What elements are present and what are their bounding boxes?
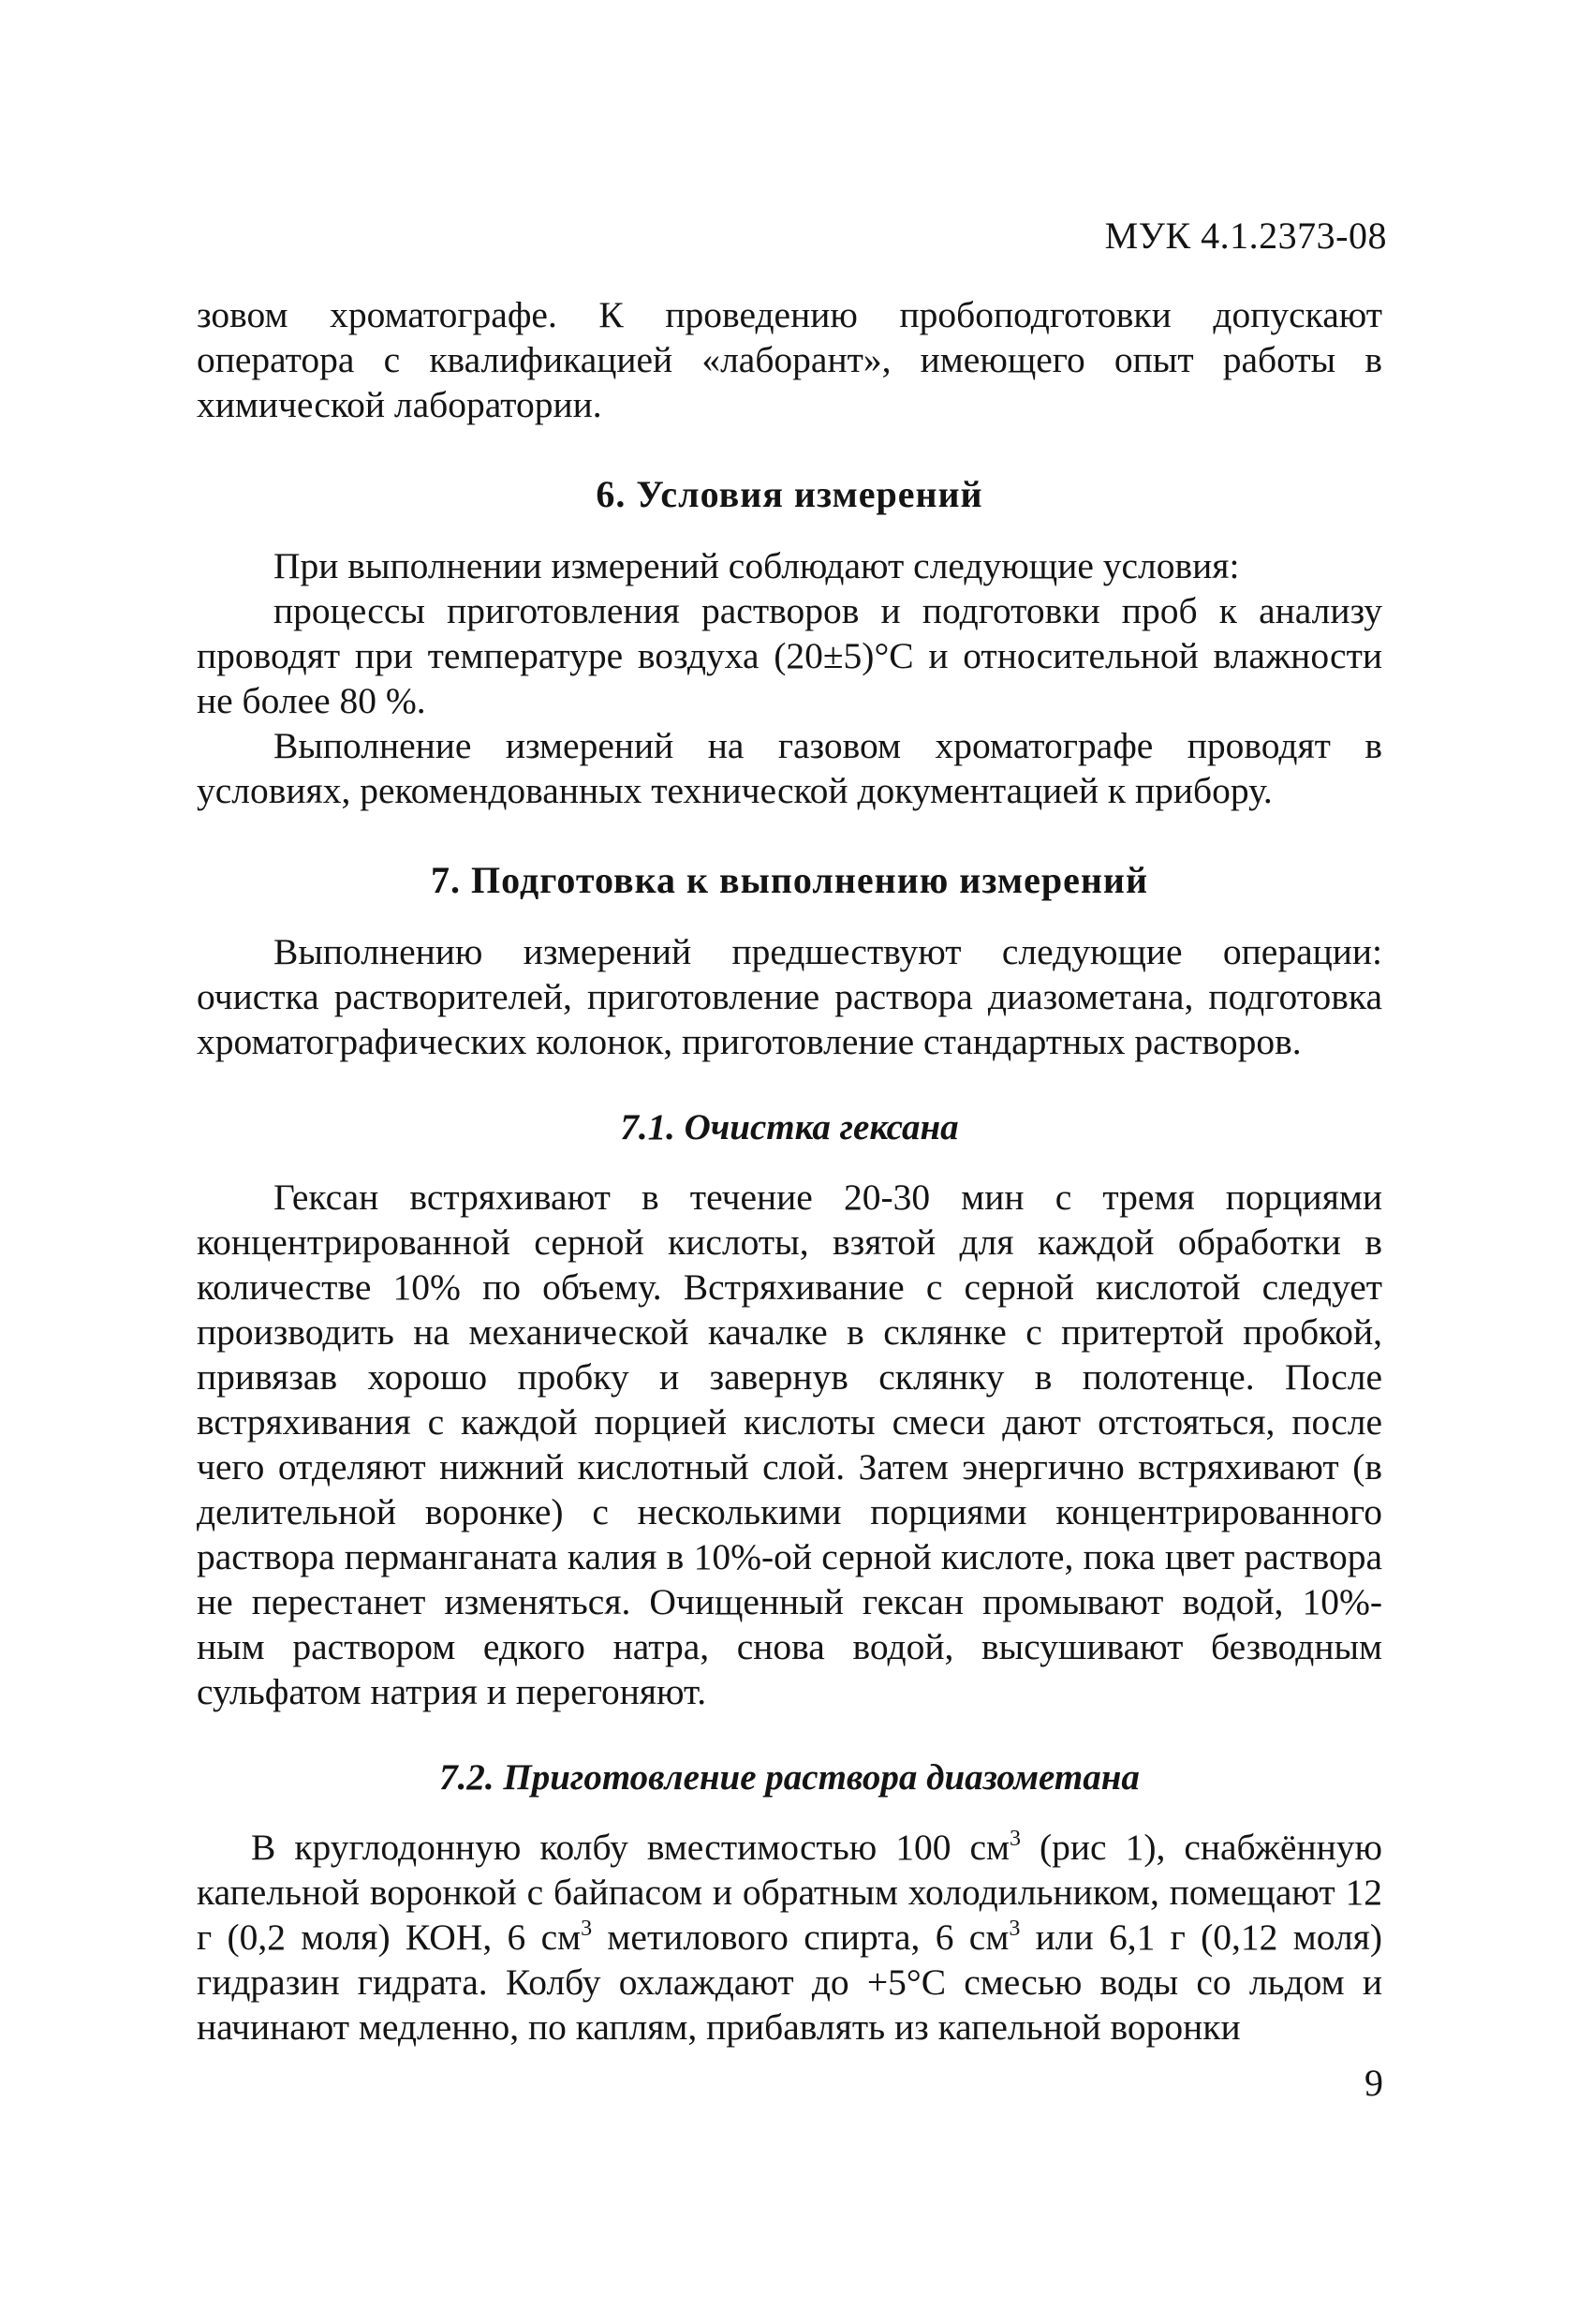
paragraph-text-part: или 6,1 г (0,12 моля) гидразин гидрата. Колбу охлаждают до +5°С смесью воды со льдом и начинают медленно, по каплям, прибавлять из капельной воронки	[197, 1917, 1382, 2048]
document-code: МУК 4.1.2373-08	[1104, 215, 1387, 257]
section-7-1-paragraph-1: Гексан встряхивают в течение 20-30 мин с тремя порциями концентрированной серной кислоты, взятой для каждой обработки в количестве 10% по объему. Встряхивание с серной кислотой следует производить на механической качалке в склянке с притертой пробкой, привязав хорошо пробку и завернув склянку в полотенце. После встряхивания с каждой порцией кислоты смеси дают отстояться, после чего отделяют нижний кислотный слой. Затем энергично встряхивают (в делительной воронке) с несколькими порциями концентрированного раствора перманганата калия в 10%-ой серной кислоте, пока цвет раствора не перестанет изменяться. Очищенный гексан промывают водой, 10%-ным раствором едкого натра, снова водой, высушивают безводным сульфатом натрия и перегоняют.	[197, 1177, 1382, 1712]
paragraph-text-part: (рис 1), снабжённую капельной воронкой с байпасом и обратным холодильником, помещают 12 г (0,2 моля) КОН, 6 см	[197, 1827, 1382, 1958]
superscript: 3	[1009, 1917, 1021, 1941]
page-number: 9	[1364, 2062, 1383, 2104]
section-7-2-heading: 7.2. Приготовление раствора диазометана	[439, 1757, 1140, 1798]
section-6-heading: 6. Условия измерений	[596, 473, 983, 515]
section-7-1-heading: 7.1. Очистка гексана	[620, 1107, 959, 1147]
paragraph-text-part: метилового спирта, 6 см	[592, 1917, 1010, 1958]
paragraph-text-part: В круглодонную колбу вместимостью 100 см	[251, 1827, 1010, 1868]
section-7-2-paragraph-1	[197, 1825, 1382, 2050]
superscript: 3	[1010, 1827, 1022, 1851]
superscript: 3	[581, 1917, 593, 1941]
section-6-paragraph-2: процессы приготовления растворов и подготовки проб к анализу проводят при температуре воздуха (20±5)°С и относительной влажности не более 80 %.	[197, 590, 1382, 721]
section-6-paragraph-1: При выполнении измерений соблюдают следующие условия:	[273, 545, 1240, 586]
section-6-paragraph-3: Выполнение измерений на газовом хроматографе проводят в условиях, рекомендованных технической документацией к прибору.	[197, 725, 1382, 811]
intro-paragraph: зовом хроматографе. К проведению пробоподготовки допускают оператора с квалификацией «лаборант», имеющего опыт работы в химической лаборатории.	[197, 294, 1382, 425]
document-body	[197, 292, 1382, 2050]
section-7-paragraph-1: Выполнению измерений предшествуют следующие операции: очистка растворителей, приготовление раствора диазометана, подготовка хроматографических колонок, приготовление стандартных растворов.	[197, 931, 1382, 1062]
section-7-heading: 7. Подготовка к выполнению измерений	[431, 859, 1148, 901]
